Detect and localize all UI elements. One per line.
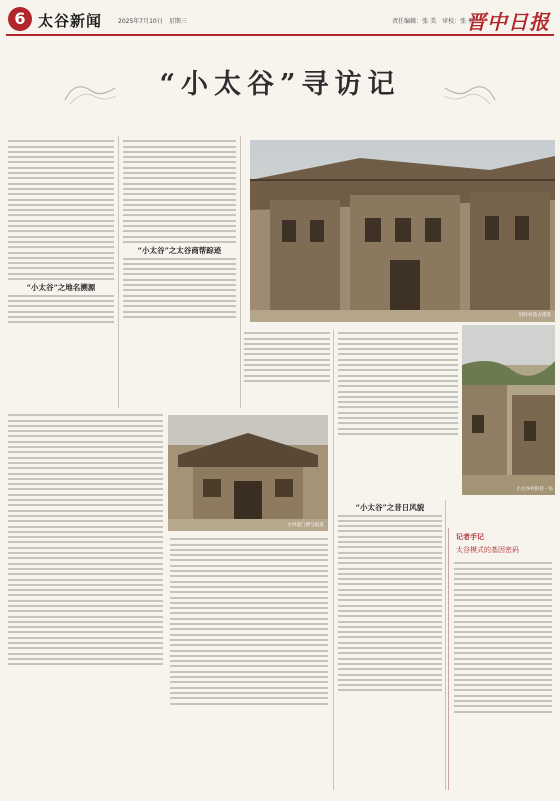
page-number-badge: 6 [8,7,32,31]
decorative-cloud-left [60,70,120,110]
reporter-note-label: 记者手记 [456,532,484,541]
text-lines [338,515,442,692]
article-column-6 [338,330,458,500]
masthead [6,4,554,36]
village-building-photo [250,140,555,322]
photo-caption: 小太谷村街巷一角 [516,487,553,492]
article-column-2 [123,138,236,408]
photo-caption: 古村落门楼与院落 [287,523,324,528]
text-lines [244,332,330,382]
section-title: 太谷新闻 [38,12,103,30]
section-subhead: “小太谷”之太谷商帮踪迹 [137,245,222,255]
reporter-note-title: 太谷模式的基因密码 [456,546,519,554]
text-lines [8,295,114,323]
column-divider [118,136,119,408]
column-divider [240,136,241,408]
article-column-7 [338,500,442,792]
article-column-3 [8,412,163,792]
text-lines [123,258,236,318]
text-lines [454,562,552,712]
text-lines [123,140,236,243]
street-corner-photo [462,325,555,495]
newspaper-logo: 晋中日报 [466,10,550,34]
issue-date: 2025年7月10日 星期三 [118,18,187,25]
reporter-note-text [454,560,552,792]
editors-credit: 责任编辑：张 美 审校：张 美 [392,18,474,25]
text-lines [8,414,163,665]
column-divider [445,500,446,790]
article-column-1 [8,138,114,408]
page-headline: “小太谷”寻访记 [159,69,401,100]
text-lines [338,332,458,435]
section-subhead: “小太谷”之地名溯源 [26,283,96,293]
column-divider [333,330,334,790]
gate-courtyard-photo [168,415,328,531]
section-subhead: “小太谷”之昔日风貌 [355,503,425,512]
text-lines [170,538,328,704]
article-column-5 [244,330,330,410]
headline-block [60,62,500,122]
photo-caption: 旧时村落古建筑 [518,313,551,318]
article-column-4 [170,536,328,792]
decorative-cloud-right [440,70,500,110]
text-lines [8,140,114,280]
